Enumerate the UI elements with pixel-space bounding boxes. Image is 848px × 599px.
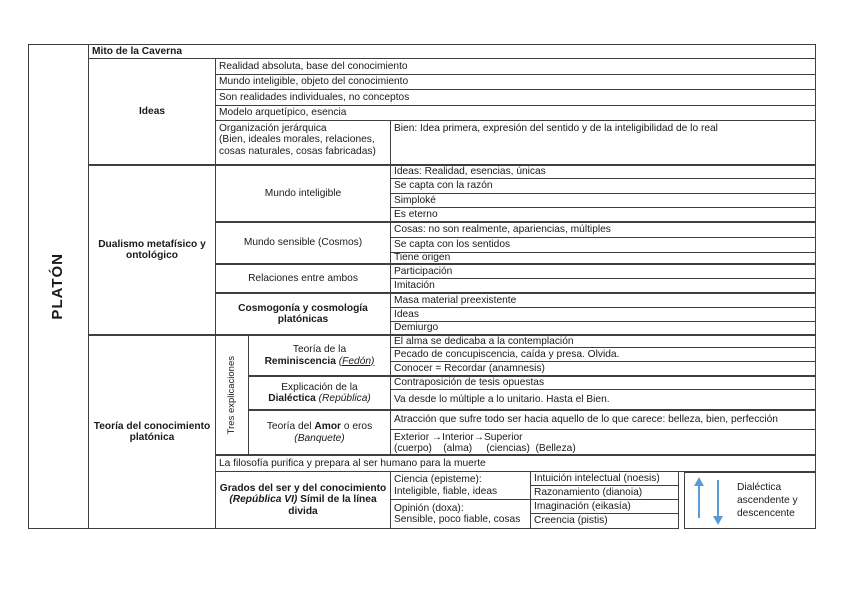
cell-ideas-row-0: Realidad absoluta, base del conocimiento [216,59,816,75]
amor-post: o eros [343,421,373,433]
cell-grados-label [216,472,391,529]
cell-reminiscencia-row-1: Pecado de concupiscencia, caída y presa. Olvida. [391,348,816,362]
cell-mundo-sensible-row-1: Se capta con los sentidos [391,238,816,253]
cell-cosmogonia-row-0: Masa material preexistente [391,294,816,308]
cell-mundo-inteligible-row-3: Es eterno [391,208,816,223]
cell-cosmogonia-label: Cosmogonía y cosmología platónicas [216,294,391,336]
reminiscencia-obra: (Fedón) [338,355,375,367]
cell-relaciones-row-1: Imitación [391,279,816,294]
cell-amor-row-0: Atracción que sufre todo ser hacia aquello de lo que carece: belleza, bien, perfección [391,411,816,430]
reminiscencia-pre: Teoría de la [292,344,347,356]
opinion-line2: Sensible, poco fiable, cosas [394,514,521,525]
cell-amor-camino [391,430,816,456]
camino-line2: (cuerpo) (alma) (ciencias) (Belleza) [394,443,576,455]
cell-teoria-conocimiento-label: Teoría del conocimiento platónica [89,336,216,529]
cell-relaciones-label: Relaciones entre ambos [216,265,391,294]
amor-obra: (Banquete) [294,432,345,444]
dialectica-pre: Explicación de la [281,381,358,393]
page-title: PLATÓN [49,253,67,320]
grados-obra: (República VI) [229,494,298,506]
cell-platon-title [29,45,89,529]
cell-dialectica-arrows-box [684,472,816,529]
cell-bien-idea-primera: Bien: Idea primera, expresión del sentido y de la inteligibilidad de lo real [391,121,816,166]
cell-tres-explicaciones [216,336,249,456]
grados-titulo-1: Grados del ser y del conocimiento [219,482,387,494]
cell-dialectica-row-1: Va desde lo múltiple a lo unitario. Hasta el Bien. [391,390,816,411]
dialectica-box-text [737,481,798,521]
cell-ideas-row-1: Mundo inteligible, objeto del conocimiento [216,75,816,90]
cell-dualismo-label: Dualismo metafísico y ontológico [89,166,216,336]
dialectica-box-line2: ascendente y [737,494,798,506]
arrow-down-icon [713,480,723,525]
cell-mundo-sensible-label: Mundo sensible (Cosmos) [216,223,391,265]
cell-organizacion-jerarquica [216,121,391,166]
cell-cosmogonia-row-1: Ideas [391,308,816,322]
cell-ideas-row-2: Son realidades individuales, no conceptos [216,90,816,106]
cell-mito-de-la-caverna: Mito de la Caverna [89,45,816,59]
reminiscencia-title: Reminiscencia [264,355,336,367]
cell-reminiscencia-row-0: El alma se dedicaba a la contemplación [391,336,816,348]
cell-nivel-eikasia: Imaginación (eikasía) [531,500,679,514]
cell-amor-label [249,411,391,456]
cell-mundo-inteligible-row-2: Simploké [391,194,816,208]
cell-mundo-inteligible-label: Mundo inteligible [216,166,391,223]
dialectica-box-line3: descencente [737,508,795,520]
arrow-up-icon [694,477,704,518]
organizacion-line2: (Bien, ideales morales, relaciones, cosas naturales, cosas fabricadas) [219,134,376,157]
cell-opinion-doxa [391,500,531,529]
opinion-line1: Opinión (doxa): [394,502,464,514]
cell-dialectica-row-0: Contraposición de tesis opuestas [391,377,816,390]
cell-ideas-row-3: Modelo arquetípico, esencia [216,106,816,121]
cell-mundo-sensible-row-2: Tiene origen [391,253,816,265]
cell-nivel-pistis: Creencia (pistis) [531,514,679,529]
ciencia-line1: Ciencia (episteme): [394,474,482,486]
cell-nivel-noesis: Intuición intelectual (noesis) [531,472,679,486]
cell-reminiscencia-label [249,336,391,377]
cell-relaciones-row-0: Participación [391,265,816,279]
cell-cosmogonia-row-2: Demiurgo [391,322,816,336]
cell-ciencia-episteme [391,472,531,500]
cell-dialectica-label [249,377,391,411]
grados-titulo-2: Símil de la línea divida [288,494,377,517]
tres-explicaciones-label: Tres explicaciones [225,355,237,435]
dialectica-title: Dialéctica [268,393,316,404]
cell-mundo-inteligible-row-0: Ideas: Realidad, esencias, únicas [391,166,816,179]
cell-mundo-sensible-row-0: Cosas: no son realmente, apariencias, múltiples [391,223,816,238]
dialectica-box-line1: Dialéctica [737,481,782,493]
amor-title: Amor [314,421,342,433]
camino-line1: Exterior →Interior→Superior [394,432,523,443]
cell-filosofia-purifica: La filosofía purifica y prepara al ser humano para la muerte [216,456,816,472]
dialectica-obra: (República) [318,393,371,404]
cell-nivel-dianoia: Razonamiento (dianoia) [531,486,679,500]
ciencia-line2: Inteligible, fiable, ideas [394,485,498,497]
dialectica-arrows [688,476,730,526]
amor-pre: Teoría del [266,421,312,433]
cell-mundo-inteligible-row-1: Se capta con la razón [391,179,816,194]
cell-reminiscencia-row-2: Conocer = Recordar (anamnesis) [391,362,816,377]
organizacion-line1: Organización jerárquica [219,123,327,134]
platon-concept-table [28,44,816,529]
cell-ideas-label: Ideas [89,59,216,166]
